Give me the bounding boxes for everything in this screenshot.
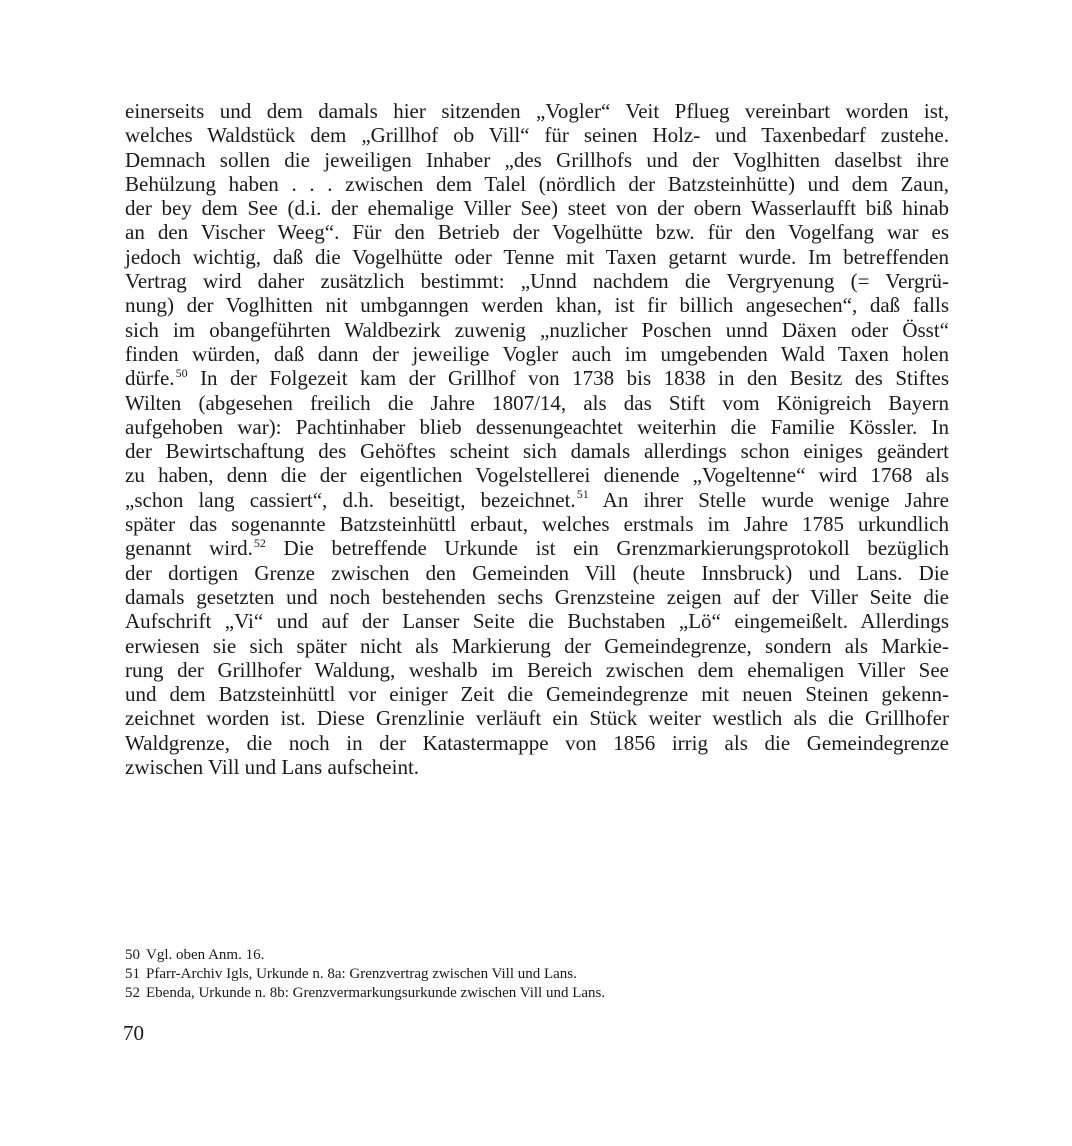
footnote-text: Pfarr-Archiv Igls, Urkunde n. 8a: Grenzvertrag zwischen Vill und Lans. <box>146 966 577 982</box>
text-segment: Wilten (abgesehen freilich die Jahre 1807/14, als das Stift vom Königreich Bayern <box>125 390 949 415</box>
text-line <box>125 123 949 147</box>
text-line <box>125 196 949 220</box>
text-segment: und dem Batzsteinhüttl vor einiger Zeit die Gemeindegrenze mit neuen Steinen gekenn- <box>125 682 949 707</box>
footnote-reference: 52 <box>253 535 266 550</box>
text-line <box>125 561 949 585</box>
text-line <box>125 391 949 415</box>
text-line <box>125 366 949 390</box>
text-line <box>125 658 949 682</box>
text-line <box>125 342 949 366</box>
text-line <box>125 706 949 730</box>
text-line <box>125 245 949 269</box>
text-line <box>125 488 949 512</box>
text-line <box>125 415 949 439</box>
footnote-reference: 51 <box>576 487 589 502</box>
text-line <box>125 99 949 123</box>
text-segment: sich im obangeführten Waldbezirk zuwenig „nuzlicher Poschen unnd Däxen oder Össt“ <box>125 317 949 342</box>
text-segment: aufgehoben war): Pachtinhaber blieb dessenungeachtet weiterhin die Familie Kössler. In <box>125 414 949 439</box>
text-segment: Die betreffende Urkunde ist ein Grenzmarkierungsprotokoll bezüglich <box>265 536 949 561</box>
text-line <box>125 755 949 779</box>
text-segment: einerseits und dem damals hier sitzenden „Vogler“ Veit Pflueg vereinbart worden ist, <box>125 99 949 123</box>
text-line <box>125 536 949 560</box>
text-line <box>125 682 949 706</box>
text-line <box>125 148 949 172</box>
footnote-number: 51 <box>125 966 140 982</box>
text-segment: In der Folgezeit kam der Grillhof von 1738 bis 1838 in den Besitz des Stiftes <box>187 366 949 391</box>
footnote-number: 52 <box>125 985 140 1001</box>
text-line <box>125 463 949 487</box>
text-segment: dürfe. <box>125 366 175 391</box>
text-segment: zu haben, denn die der eigentlichen Vogelstellerei dienende „Vogeltenne“ wird 1768 als <box>125 463 949 488</box>
footnote-text: Ebenda, Urkunde n. 8b: Grenzvermarkungsurkunde zwischen Vill und Lans. <box>146 985 606 1001</box>
footnote <box>125 984 949 1003</box>
footnote-reference: 50 <box>175 365 188 380</box>
text-line <box>125 634 949 658</box>
text-segment: rung der Grillhofer Waldung, weshalb im Bereich zwischen dem ehemaligen Viller See <box>125 657 949 682</box>
text-segment: später das sogenannte Batzsteinhüttl erbaut, welches erstmals im Jahre 1785 urkundlich <box>125 512 949 537</box>
text-segment: Behülzung haben . . . zwischen dem Talel (nördlich der Batzsteinhütte) und dem Zaun, <box>125 171 949 196</box>
text-segment: „schon lang cassiert“, d.h. beseitigt, bezeichnet. <box>125 487 576 512</box>
text-segment: genannt wird. <box>125 536 253 561</box>
text-segment: An ihrer Stelle wurde wenige Jahre <box>588 487 949 512</box>
text-segment: Aufschrift „Vi“ und auf der Lanser Seite die Buchstaben „Lö“ eingemeißelt. Allerdings <box>125 609 949 634</box>
text-segment: welches Waldstück dem „Grillhof ob Vill“ für seinen Holz- und Taxenbedarf zustehe. <box>125 123 949 148</box>
footnote-text: Vgl. oben Anm. 16. <box>146 947 265 963</box>
text-segment: zeichnet worden ist. Diese Grenzlinie verläuft ein Stück weiter westlich als die Grillhofer <box>125 706 949 731</box>
footnotes <box>125 946 949 1003</box>
text-segment: finden würden, daß dann der jeweilige Vogler auch im umgebenden Wald Taxen holen <box>125 341 949 366</box>
text-segment: der Bewirtschaftung des Gehöftes scheint sich damals allerdings schon einiges geändert <box>125 439 949 464</box>
page-number: 70 <box>123 1021 144 1045</box>
text-segment: zwischen Vill und Lans aufscheint. <box>125 755 420 780</box>
text-line <box>125 512 949 536</box>
text-line <box>125 269 949 293</box>
text-segment: erwiesen sie sich später nicht als Markierung der Gemeindegrenze, sondern als Markie- <box>125 633 949 658</box>
text-line <box>125 731 949 755</box>
text-segment: Waldgrenze, die noch in der Katastermappe von 1856 irrig als die Gemeindegrenze <box>125 730 949 755</box>
text-segment: der dortigen Grenze zwischen den Gemeinden Vill (heute Innsbruck) und Lans. Die <box>125 560 949 585</box>
text-segment: der bey dem See (d.i. der ehemalige Viller See) steet von der obern Wasserlaufft biß hinab <box>125 196 949 221</box>
text-segment: an den Vischer Weeg“. Für den Betrieb der Vogelhütte bzw. für den Vogelfang war es <box>125 220 949 245</box>
text-line <box>125 220 949 244</box>
text-segment: Vertrag wird daher zusätzlich bestimmt: „Unnd nachdem die Vergryenung (= Vergrü- <box>125 269 949 294</box>
text-line <box>125 172 949 196</box>
text-segment: nung) der Voglhitten nit umbganngen werden khan, ist fir billich angesechen“, daß falls <box>125 293 949 318</box>
main-text <box>125 99 949 779</box>
text-line <box>125 439 949 463</box>
text-line <box>125 293 949 317</box>
footnote-number: 50 <box>125 947 140 963</box>
text-line <box>125 585 949 609</box>
text-line <box>125 318 949 342</box>
footnote <box>125 946 949 965</box>
text-line <box>125 609 949 633</box>
footnote <box>125 965 949 984</box>
text-segment: damals gesetzten und noch bestehenden sechs Grenzsteine zeigen auf der Viller Seite die <box>125 584 949 609</box>
text-segment: Demnach sollen die jeweiligen Inhaber „des Grillhofs und der Voglhitten daselbst ihre <box>125 147 949 172</box>
text-segment: jedoch wichtig, daß die Vogelhütte oder Tenne mit Taxen getarnt wurde. Im betreffenden <box>125 244 949 269</box>
